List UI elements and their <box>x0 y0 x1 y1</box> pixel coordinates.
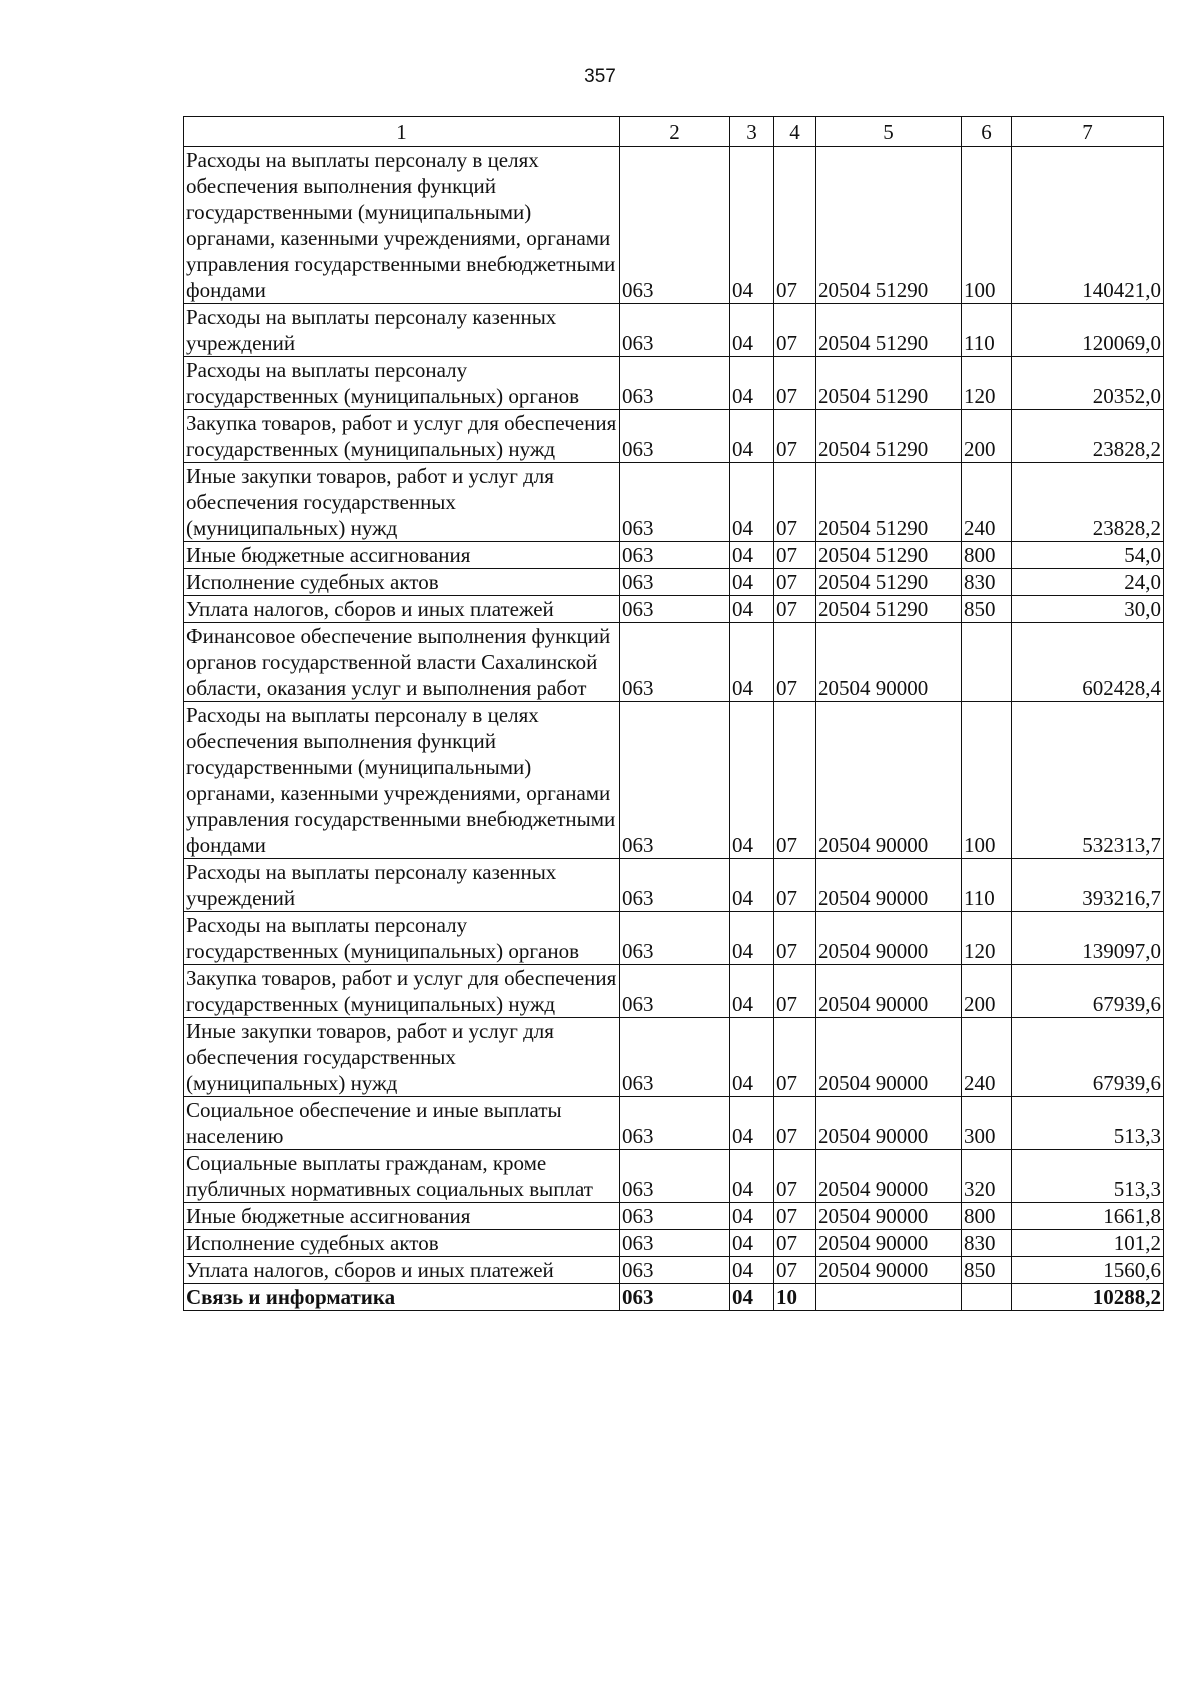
row-name-cell: Закупка товаров, работ и услуг для обеспечения государственных (муниципальных) нужд <box>184 965 620 1018</box>
header-row <box>184 117 1164 147</box>
section-cell: 04 <box>730 1203 774 1230</box>
row-name-cell: Иные закупки товаров, работ и услуг для обеспечения государственных (муниципальных) нужд <box>184 1018 620 1097</box>
section-cell: 04 <box>730 542 774 569</box>
admin-code-cell: 063 <box>620 463 730 542</box>
target-article-cell: 20504 51290 <box>816 569 962 596</box>
admin-code-cell: 063 <box>620 1150 730 1203</box>
target-article-cell: 20504 51290 <box>816 596 962 623</box>
amount-cell: 1661,8 <box>1012 1203 1164 1230</box>
row-name-cell: Финансовое обеспечение выполнения функций органов государственной власти Сахалинской области, оказания услуг и выполнения работ <box>184 623 620 702</box>
target-article-cell: 20504 90000 <box>816 859 962 912</box>
expense-type-cell <box>962 623 1012 702</box>
amount-cell: 54,0 <box>1012 542 1164 569</box>
admin-code-cell: 063 <box>620 1203 730 1230</box>
admin-code-cell: 063 <box>620 542 730 569</box>
target-article-cell: 20504 51290 <box>816 357 962 410</box>
amount-cell: 513,3 <box>1012 1097 1164 1150</box>
table-row <box>184 1097 1164 1150</box>
admin-code-cell: 063 <box>620 569 730 596</box>
table-row <box>184 463 1164 542</box>
subsection-cell: 07 <box>774 702 816 859</box>
expense-type-cell: 110 <box>962 304 1012 357</box>
subsection-cell: 07 <box>774 463 816 542</box>
admin-code-cell: 063 <box>620 1097 730 1150</box>
table-row <box>184 410 1164 463</box>
section-cell: 04 <box>730 1257 774 1284</box>
expense-type-cell: 240 <box>962 463 1012 542</box>
section-cell: 04 <box>730 859 774 912</box>
row-name-cell: Расходы на выплаты персоналу казенных учреждений <box>184 859 620 912</box>
target-article-cell: 20504 90000 <box>816 623 962 702</box>
column-header-3: 3 <box>730 117 774 147</box>
row-name-cell: Расходы на выплаты персоналу государственных (муниципальных) органов <box>184 357 620 410</box>
subsection-cell: 07 <box>774 1018 816 1097</box>
target-article-cell: 20504 51290 <box>816 542 962 569</box>
column-header-5: 5 <box>816 117 962 147</box>
admin-code-cell: 063 <box>620 1230 730 1257</box>
admin-code-cell: 063 <box>620 1018 730 1097</box>
subsection-cell: 07 <box>774 304 816 357</box>
expense-type-cell: 110 <box>962 859 1012 912</box>
admin-code-cell: 063 <box>620 702 730 859</box>
column-header-2: 2 <box>620 117 730 147</box>
column-header-4: 4 <box>774 117 816 147</box>
section-cell: 04 <box>730 1097 774 1150</box>
row-name-cell: Уплата налогов, сборов и иных платежей <box>184 596 620 623</box>
amount-cell: 1560,6 <box>1012 1257 1164 1284</box>
target-article-cell: 20504 90000 <box>816 965 962 1018</box>
subsection-cell: 07 <box>774 147 816 304</box>
expense-type-cell: 800 <box>962 542 1012 569</box>
table-header <box>184 117 1164 147</box>
target-article-cell: 20504 90000 <box>816 1150 962 1203</box>
section-cell: 04 <box>730 569 774 596</box>
target-article-cell: 20504 51290 <box>816 147 962 304</box>
target-article-cell <box>816 1284 962 1311</box>
subsection-cell: 07 <box>774 569 816 596</box>
admin-code-cell: 063 <box>620 304 730 357</box>
section-cell: 04 <box>730 965 774 1018</box>
subsection-cell: 07 <box>774 912 816 965</box>
amount-cell: 20352,0 <box>1012 357 1164 410</box>
table-row <box>184 147 1164 304</box>
row-name-cell: Расходы на выплаты персоналу в целях обеспечения выполнения функций государственными (муниципальными) органами, казенными учреждениями, органами управления государственными внебюджетными фондами <box>184 702 620 859</box>
subsection-cell: 10 <box>774 1284 816 1311</box>
amount-cell: 24,0 <box>1012 569 1164 596</box>
amount-cell: 23828,2 <box>1012 410 1164 463</box>
expense-type-cell <box>962 1284 1012 1311</box>
expense-type-cell: 830 <box>962 1230 1012 1257</box>
expense-type-cell: 200 <box>962 965 1012 1018</box>
expense-type-cell: 200 <box>962 410 1012 463</box>
expense-type-cell: 320 <box>962 1150 1012 1203</box>
table-body <box>184 147 1164 1311</box>
expense-type-cell: 300 <box>962 1097 1012 1150</box>
target-article-cell: 20504 90000 <box>816 1203 962 1230</box>
subsection-cell: 07 <box>774 1230 816 1257</box>
target-article-cell: 20504 51290 <box>816 410 962 463</box>
amount-cell: 101,2 <box>1012 1230 1164 1257</box>
admin-code-cell: 063 <box>620 357 730 410</box>
admin-code-cell: 063 <box>620 912 730 965</box>
subsection-cell: 07 <box>774 1257 816 1284</box>
section-cell: 04 <box>730 1230 774 1257</box>
table-row <box>184 912 1164 965</box>
subsection-cell: 07 <box>774 410 816 463</box>
row-name-cell: Расходы на выплаты персоналу казенных учреждений <box>184 304 620 357</box>
subsection-cell: 07 <box>774 623 816 702</box>
table-row <box>184 702 1164 859</box>
amount-cell: 532313,7 <box>1012 702 1164 859</box>
expense-type-cell: 830 <box>962 569 1012 596</box>
table-row <box>184 1150 1164 1203</box>
amount-cell: 67939,6 <box>1012 965 1164 1018</box>
amount-cell: 139097,0 <box>1012 912 1164 965</box>
subsection-cell: 07 <box>774 1150 816 1203</box>
expense-type-cell: 800 <box>962 1203 1012 1230</box>
table-row <box>184 1230 1164 1257</box>
column-header-7: 7 <box>1012 117 1164 147</box>
table-row <box>184 596 1164 623</box>
subsection-cell: 07 <box>774 596 816 623</box>
section-cell: 04 <box>730 623 774 702</box>
admin-code-cell: 063 <box>620 596 730 623</box>
target-article-cell: 20504 90000 <box>816 1018 962 1097</box>
expense-type-cell: 850 <box>962 1257 1012 1284</box>
expense-type-cell: 100 <box>962 702 1012 859</box>
section-cell: 04 <box>730 147 774 304</box>
budget-table <box>183 116 1164 1311</box>
page-number: 357 <box>584 66 616 87</box>
section-cell: 04 <box>730 410 774 463</box>
subsection-cell: 07 <box>774 1097 816 1150</box>
table-row <box>184 859 1164 912</box>
subsection-cell: 07 <box>774 965 816 1018</box>
target-article-cell: 20504 90000 <box>816 1230 962 1257</box>
section-cell: 04 <box>730 702 774 859</box>
target-article-cell: 20504 90000 <box>816 1097 962 1150</box>
section-cell: 04 <box>730 912 774 965</box>
admin-code-cell: 063 <box>620 965 730 1018</box>
amount-cell: 602428,4 <box>1012 623 1164 702</box>
table-row <box>184 1018 1164 1097</box>
expense-type-cell: 120 <box>962 912 1012 965</box>
row-name-cell: Иные бюджетные ассигнования <box>184 542 620 569</box>
subsection-cell: 07 <box>774 1203 816 1230</box>
section-cell: 04 <box>730 304 774 357</box>
amount-cell: 30,0 <box>1012 596 1164 623</box>
row-name-cell: Уплата налогов, сборов и иных платежей <box>184 1257 620 1284</box>
target-article-cell: 20504 90000 <box>816 1257 962 1284</box>
table-row <box>184 569 1164 596</box>
amount-cell: 10288,2 <box>1012 1284 1164 1311</box>
admin-code-cell: 063 <box>620 1257 730 1284</box>
target-article-cell: 20504 90000 <box>816 912 962 965</box>
row-name-cell: Связь и информатика <box>184 1284 620 1311</box>
amount-cell: 393216,7 <box>1012 859 1164 912</box>
admin-code-cell: 063 <box>620 147 730 304</box>
target-article-cell: 20504 90000 <box>816 702 962 859</box>
target-article-cell: 20504 51290 <box>816 304 962 357</box>
amount-cell: 67939,6 <box>1012 1018 1164 1097</box>
expense-type-cell: 240 <box>962 1018 1012 1097</box>
row-name-cell: Социальные выплаты гражданам, кроме публичных нормативных социальных выплат <box>184 1150 620 1203</box>
table-row <box>184 1203 1164 1230</box>
row-name-cell: Расходы на выплаты персоналу в целях обеспечения выполнения функций государственными (муниципальными) органами, казенными учреждениями, органами управления государственными внебюджетными фондами <box>184 147 620 304</box>
amount-cell: 120069,0 <box>1012 304 1164 357</box>
admin-code-cell: 063 <box>620 1284 730 1311</box>
admin-code-cell: 063 <box>620 623 730 702</box>
row-name-cell: Исполнение судебных актов <box>184 569 620 596</box>
section-cell: 04 <box>730 1284 774 1311</box>
column-header-6: 6 <box>962 117 1012 147</box>
expense-type-cell: 120 <box>962 357 1012 410</box>
expense-type-cell: 850 <box>962 596 1012 623</box>
section-cell: 04 <box>730 596 774 623</box>
section-cell: 04 <box>730 1150 774 1203</box>
table-row <box>184 542 1164 569</box>
admin-code-cell: 063 <box>620 410 730 463</box>
table-row <box>184 357 1164 410</box>
target-article-cell: 20504 51290 <box>816 463 962 542</box>
expense-type-cell: 100 <box>962 147 1012 304</box>
table-row <box>184 965 1164 1018</box>
table-row <box>184 1257 1164 1284</box>
row-name-cell: Расходы на выплаты персоналу государственных (муниципальных) органов <box>184 912 620 965</box>
section-cell: 04 <box>730 1018 774 1097</box>
subsection-cell: 07 <box>774 542 816 569</box>
row-name-cell: Закупка товаров, работ и услуг для обеспечения государственных (муниципальных) нужд <box>184 410 620 463</box>
subsection-cell: 07 <box>774 859 816 912</box>
amount-cell: 140421,0 <box>1012 147 1164 304</box>
row-name-cell: Социальное обеспечение и иные выплаты населению <box>184 1097 620 1150</box>
table-row <box>184 304 1164 357</box>
admin-code-cell: 063 <box>620 859 730 912</box>
table-row <box>184 623 1164 702</box>
row-name-cell: Иные бюджетные ассигнования <box>184 1203 620 1230</box>
amount-cell: 513,3 <box>1012 1150 1164 1203</box>
table-row <box>184 1284 1164 1311</box>
amount-cell: 23828,2 <box>1012 463 1164 542</box>
column-header-1: 1 <box>184 117 620 147</box>
subsection-cell: 07 <box>774 357 816 410</box>
section-cell: 04 <box>730 463 774 542</box>
section-cell: 04 <box>730 357 774 410</box>
row-name-cell: Исполнение судебных актов <box>184 1230 620 1257</box>
row-name-cell: Иные закупки товаров, работ и услуг для обеспечения государственных (муниципальных) нужд <box>184 463 620 542</box>
